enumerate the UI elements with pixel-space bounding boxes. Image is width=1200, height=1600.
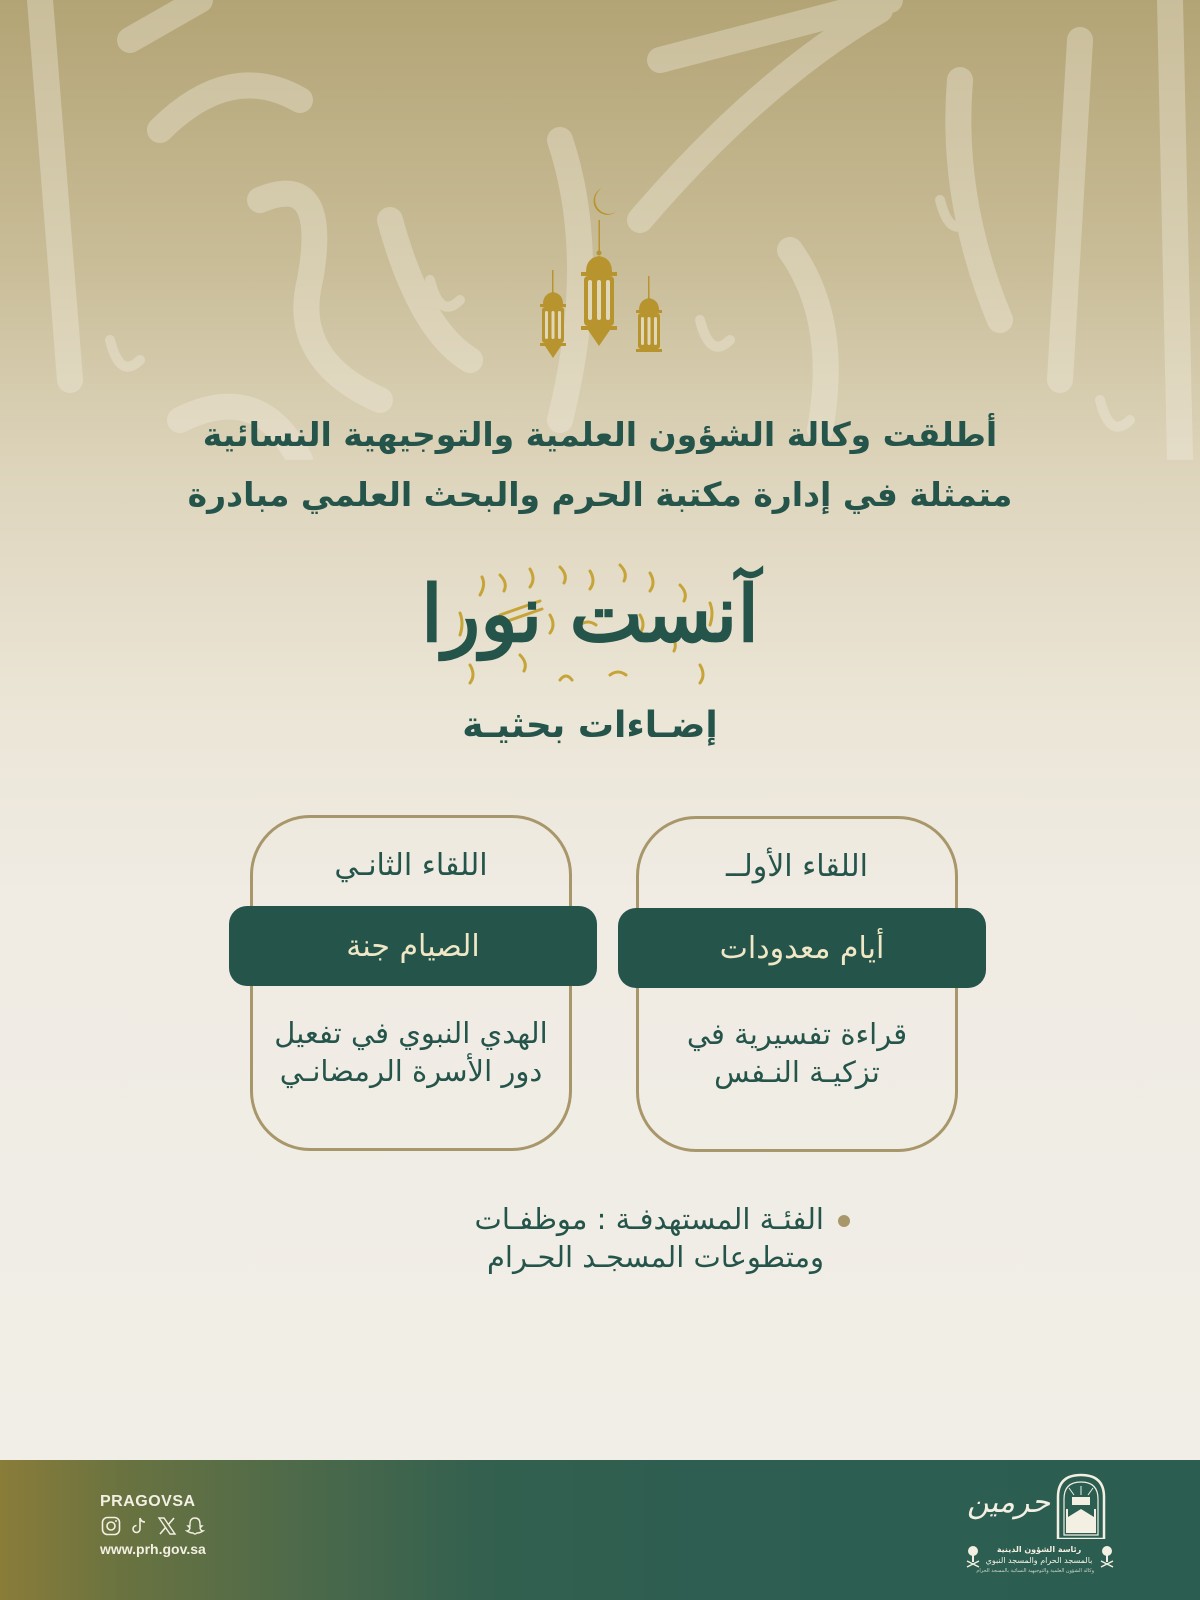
description-line-2: تزكيـة النـفس xyxy=(714,1055,880,1089)
logo-line-1: رئاسة الشؤون الدينية xyxy=(996,1545,1082,1554)
website-link[interactable]: www.prh.gov.sa xyxy=(100,1541,206,1557)
meeting-label: اللقاء الثانـي xyxy=(334,848,488,883)
description-line-1: الهدي النبوي في تفعيل xyxy=(274,1016,548,1050)
bullet-icon xyxy=(838,1215,850,1227)
meeting-description xyxy=(639,1015,955,1091)
description-line-2: دور الأسرة الرمضانـي xyxy=(279,1054,543,1088)
x-icon[interactable] xyxy=(156,1515,178,1537)
headline xyxy=(150,405,1050,525)
headline-line-2: متمثلة في إدارة مكتبة الحرم والبحث العلمي مبادرة xyxy=(187,475,1013,514)
target-audience xyxy=(350,1200,850,1276)
tiktok-icon[interactable] xyxy=(128,1515,150,1537)
social-block xyxy=(100,1493,260,1557)
meeting-topic-second: الصيام جنة xyxy=(229,906,597,986)
social-icons xyxy=(100,1514,260,1538)
logo-name: حرمين xyxy=(966,1485,1050,1520)
haramain-logo xyxy=(966,1473,1116,1583)
meeting-label: اللقاء الأولــ xyxy=(725,849,869,884)
ramadan-lanterns-crescent-icon xyxy=(530,180,670,360)
target-audience-line-2: ومتطوعات المسجـد الحـرام xyxy=(486,1240,824,1274)
headline-line-1: أطلقت وكالة الشؤون العلمية والتوجيهية النسائية xyxy=(202,415,998,454)
meeting-description xyxy=(253,1014,569,1090)
description-line-1: قراءة تفسيرية في xyxy=(686,1017,908,1051)
snapchat-icon[interactable] xyxy=(184,1515,206,1537)
logo-line-3: وكالة الشؤون العلمية والتوجيهية النسائية بالمسجد الحرام xyxy=(976,1568,1094,1574)
logo-line-2: بالمسجد الحرام والمسجد النبوي xyxy=(985,1556,1093,1565)
initiative-subtitle: إضـاءات بحثيـة xyxy=(462,705,718,746)
target-audience-line-1: الفئـة المستهدفـة : موظفـات xyxy=(474,1202,824,1236)
saudi-emblem-icon xyxy=(1100,1545,1114,1569)
initiative-title-block xyxy=(400,545,780,765)
initiative-title: آنست نورا xyxy=(420,569,760,660)
saudi-emblem-icon xyxy=(966,1545,980,1569)
instagram-icon[interactable] xyxy=(100,1515,122,1537)
meeting-topic-first: أيام معدودات xyxy=(618,908,986,988)
social-handle: PRAGOVSA xyxy=(100,1493,196,1510)
mosque-emblem-icon xyxy=(1054,1473,1108,1539)
